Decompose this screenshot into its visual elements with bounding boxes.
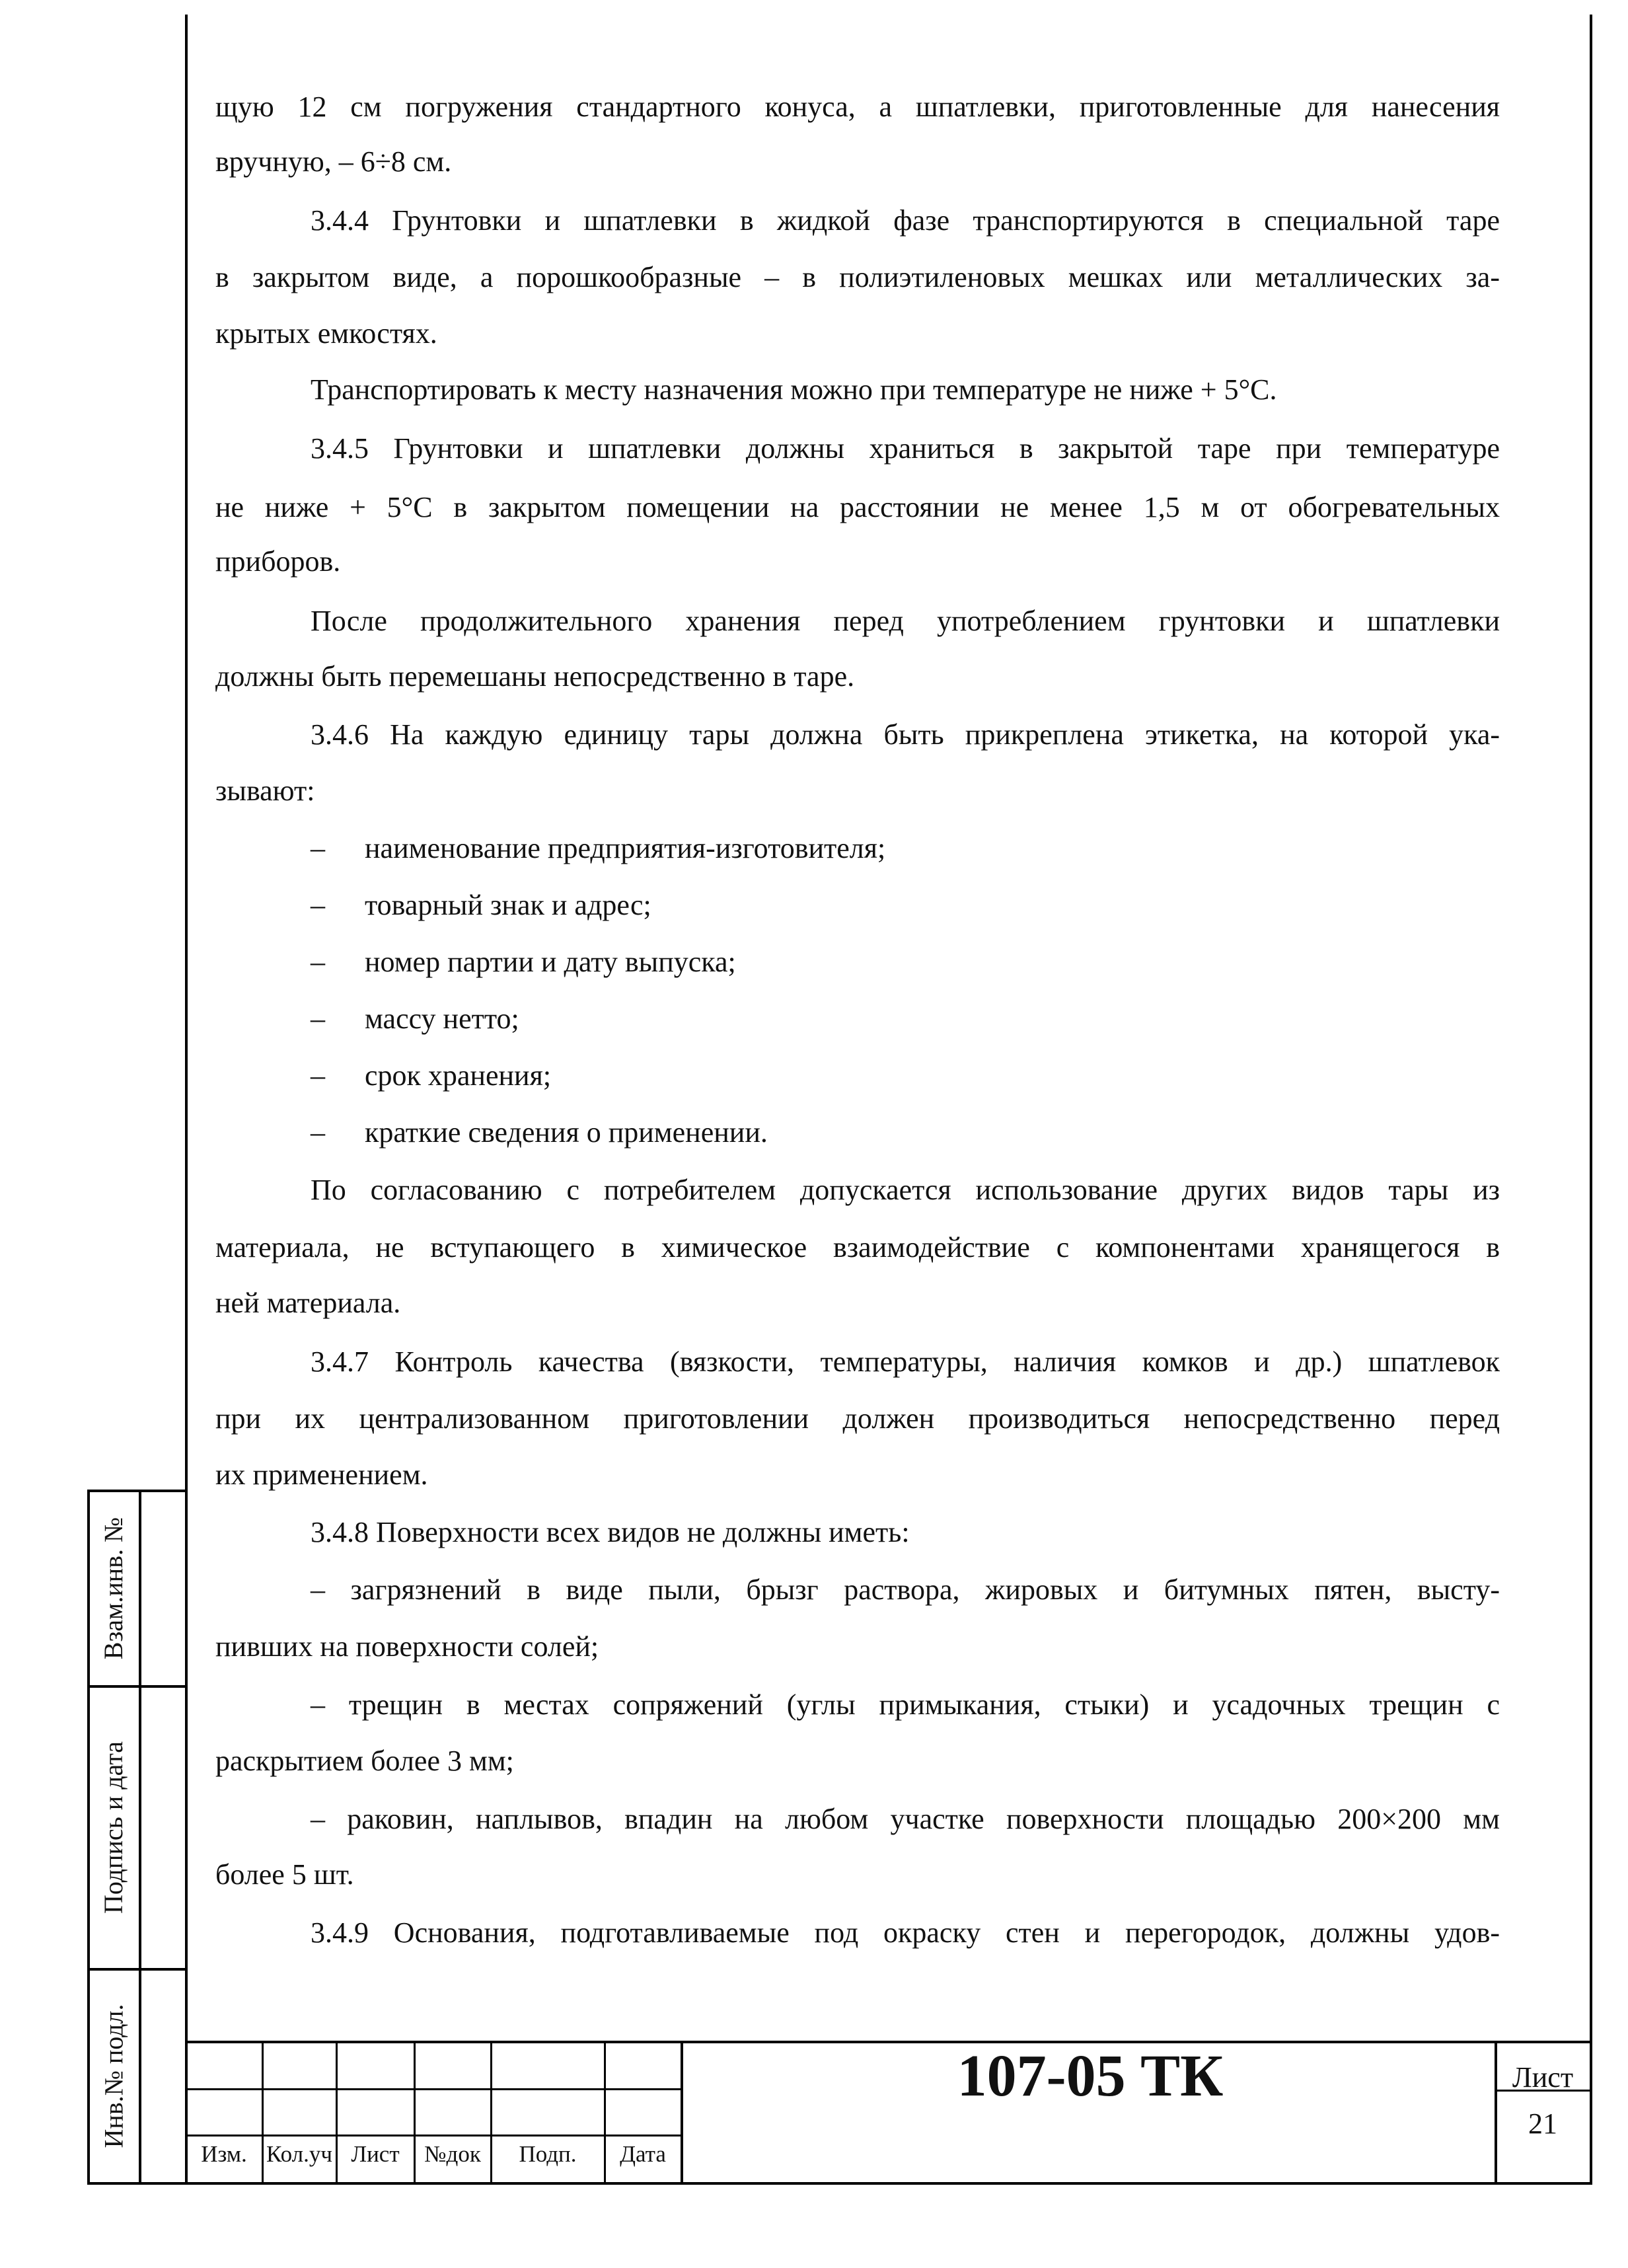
text-line: Транспортировать к месту назначения можно при температуре не ниже + 5°С.	[311, 373, 1277, 406]
list-item: – номер партии и дату выпуска;	[311, 946, 736, 978]
text-line: – трещин в местах сопряжений (углы примыкания, стыки) и усадочных трещин с	[311, 1688, 1500, 1721]
header-data: Дата	[620, 2141, 666, 2167]
text-line: вручную, – 6÷8 см.	[215, 145, 452, 178]
text-line: 3.4.6 На каждую единицу тары должна быть прикреплена этикетка, на которой ука-	[311, 718, 1500, 751]
frame-bottom-border	[87, 2182, 1592, 2185]
text-line: в закрытом виде, а порошкообразные – в полиэтиленовых мешках или металлических за-	[215, 261, 1500, 293]
text-line: 3.4.9 Основания, подготавливаемые под окраску стен и перегородок, должны удов-	[311, 1916, 1500, 1949]
text-line: не ниже + 5°С в закрытом помещении на расстоянии не менее 1,5 м от обогревательных	[215, 491, 1500, 523]
text-line: – загрязнений в виде пыли, брызг раствора, жировых и битумных пятен, высту-	[311, 1573, 1500, 1606]
list-item: – товарный знак и адрес;	[311, 889, 651, 921]
frame-right-border	[1590, 15, 1592, 2183]
text-line: при их централизованном приготовлении должен производиться непосредственно перед	[215, 1402, 1500, 1435]
text-line: щую 12 см погружения стандартного конуса, а шпатлевки, приготовленные для нанесения	[215, 91, 1500, 123]
frame-left-border	[185, 15, 188, 2183]
list-item: – срок хранения;	[311, 1059, 552, 1092]
stamp-podpis-data: Подпись и дата	[98, 1741, 129, 1914]
header-podp: Подп.	[519, 2141, 577, 2167]
text-line: материала, не вступающего в химическое взаимодействие с компонентами хранящегося в	[215, 1231, 1500, 1264]
sheet-number: 21	[1528, 2107, 1557, 2140]
text-line: После продолжительного хранения перед употреблением грунтовки и шпатлевки	[311, 605, 1500, 637]
text-line: пивших на поверхности солей;	[215, 1630, 599, 1663]
list-item: – массу нетто;	[311, 1002, 519, 1035]
text-line: их применением.	[215, 1458, 428, 1491]
text-line: 3.4.5 Грунтовки и шпатлевки должны храниться в закрытой таре при температуре	[311, 432, 1500, 465]
header-izm: Изм.	[201, 2141, 247, 2167]
text-line: 3.4.8 Поверхности всех видов не должны иметь:	[311, 1516, 910, 1548]
text-line: крытых емкостях.	[215, 317, 437, 350]
text-line: приборов.	[215, 545, 341, 578]
list-item: – наименование предприятия-изготовителя;	[311, 832, 886, 864]
sheet-label: Лист	[1512, 2061, 1574, 2094]
text-line: 3.4.7 Контроль качества (вязкости, температуры, наличия комков и др.) шпатлевок	[311, 1345, 1500, 1378]
text-line: должны быть перемешаны непосредственно в таре.	[215, 660, 855, 693]
text-line: – раковин, наплывов, впадин на любом участке поверхности площадью 200×200 мм	[311, 1803, 1500, 1835]
text-line: ней материала.	[215, 1287, 401, 1319]
list-item: – краткие сведения о применении.	[311, 1116, 768, 1149]
text-line: По согласованию с потребителем допускается использование других видов тары из	[311, 1174, 1500, 1206]
stamp-zam-inv: Взам.инв. №	[98, 1517, 129, 1659]
text-line: раскрытием более 3 мм;	[215, 1745, 514, 1777]
header-kol-uch: Кол.уч	[266, 2141, 332, 2167]
stamp-inv-podl: Инв.№ подл.	[98, 2004, 129, 2148]
header-list: Лист	[351, 2141, 400, 2167]
text-line: более 5 шт.	[215, 1858, 354, 1891]
document-code: 107-05 ТК	[957, 2043, 1224, 2109]
header-ndok: №док	[424, 2141, 481, 2167]
text-line: 3.4.4 Грунтовки и шпатлевки в жидкой фазе транспортируются в специальной таре	[311, 204, 1500, 237]
text-line: зывают:	[215, 775, 315, 807]
